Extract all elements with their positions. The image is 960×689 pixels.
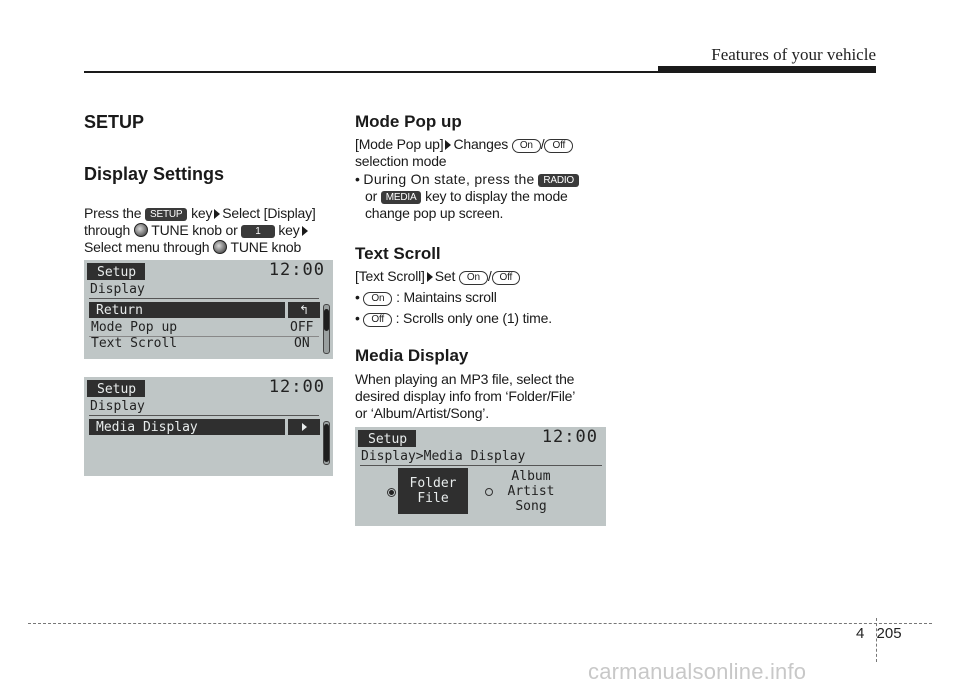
header-rule-accent xyxy=(658,66,876,73)
arrow-right-icon xyxy=(302,226,308,236)
option-line: Album xyxy=(511,469,551,484)
text-scroll-off-bullet: • Off : Scrolls only one (1) time. xyxy=(355,310,552,326)
desc-text: Set xyxy=(434,268,456,284)
menu-item-label: Return xyxy=(96,303,143,318)
menu-item-label: Media Display xyxy=(96,420,198,435)
screen-title: Setup xyxy=(97,265,137,280)
mode-pop-up-heading: Mode Pop up xyxy=(355,112,462,131)
arrow-right-icon xyxy=(445,140,451,150)
page-index: 205 xyxy=(876,625,902,642)
arrow-right-icon xyxy=(427,272,433,282)
desc-text: selection mode xyxy=(355,153,447,169)
bullet-text: : Scrolls only one (1) time. xyxy=(395,310,552,326)
menu-item-value: ON xyxy=(294,336,310,351)
instr-text: TUNE knob xyxy=(230,239,302,255)
option-line: Folder xyxy=(409,476,457,491)
option-line: File xyxy=(417,491,449,506)
screen-clock: 12:00 xyxy=(268,260,325,280)
radio-key-badge: RADIO xyxy=(538,174,579,187)
screen-breadcrumb: Display xyxy=(90,282,145,297)
instr-text: Select [Display] xyxy=(222,205,316,221)
instr-text: Select menu through xyxy=(84,239,210,255)
scrollbar-thumb[interactable] xyxy=(324,309,329,331)
menu-item-value: OFF xyxy=(290,320,314,335)
option-folder-file[interactable] xyxy=(398,468,468,514)
off-pill: Off xyxy=(492,271,521,285)
bullet-text: key to display the mode xyxy=(425,188,568,204)
tune-knob-icon xyxy=(134,223,148,237)
screen-title-bar xyxy=(358,430,416,447)
desc-line: desired display info from ‘Folder/File’ xyxy=(355,388,576,404)
menu-item-mode-pop-up[interactable]: Mode Pop up xyxy=(91,320,178,335)
desc-text: Changes xyxy=(453,136,509,152)
display-menu-screen xyxy=(84,260,333,359)
header-title: Features of your vehicle xyxy=(711,45,876,64)
instr-text: TUNE knob or xyxy=(151,222,238,238)
watermark: carmanualsonline.info xyxy=(588,659,807,684)
on-pill: On xyxy=(459,271,488,285)
mode-pop-up-bullet: • During On state, press the RADIO or MEDIA key to display the mode change pop up screen. xyxy=(355,171,607,222)
text-scroll-heading: Text Scroll xyxy=(355,244,441,263)
screen-clock: 12:00 xyxy=(268,377,325,397)
option-line: Artist xyxy=(507,484,555,499)
divider xyxy=(360,465,602,466)
chapter-number: 4 xyxy=(856,625,865,642)
return-icon[interactable]: ↰ xyxy=(288,302,320,318)
divider xyxy=(89,415,319,416)
bullet-text: or xyxy=(365,188,378,204)
screen-title-bar xyxy=(87,263,145,280)
radio-unselected-icon[interactable] xyxy=(485,488,493,496)
media-display-screen xyxy=(355,427,606,526)
footer-rule xyxy=(28,623,932,624)
screen-title: Setup xyxy=(97,382,137,397)
tune-knob-icon xyxy=(213,240,227,254)
screen-title: Setup xyxy=(368,432,408,447)
option-album-artist-song[interactable] xyxy=(495,469,567,514)
instr-text: key xyxy=(278,222,300,238)
desc-text: [Text Scroll] xyxy=(355,268,425,284)
on-pill: On xyxy=(363,292,392,306)
divider xyxy=(89,298,319,299)
menu-item-text-scroll[interactable]: Text Scroll xyxy=(91,336,178,351)
instr-text: through xyxy=(84,222,131,238)
arrow-right-icon xyxy=(214,209,220,219)
media-display-heading: Media Display xyxy=(355,346,469,365)
text-scroll-on-bullet: • On : Maintains scroll xyxy=(355,289,497,305)
bullet-text: : Maintains scroll xyxy=(396,289,497,305)
mode-pop-up-description xyxy=(355,136,607,170)
setup-heading: SETUP xyxy=(84,112,145,132)
chevron-right-icon[interactable] xyxy=(288,419,320,435)
screen-clock: 12:00 xyxy=(541,427,598,447)
menu-item-return[interactable] xyxy=(89,302,285,318)
display-media-screen xyxy=(84,377,333,476)
scrollbar[interactable] xyxy=(323,421,330,465)
key-1-badge: 1 xyxy=(241,225,274,238)
desc-line: or ‘Album/Artist/Song’. xyxy=(355,405,489,421)
menu-item-media-display[interactable] xyxy=(89,419,285,435)
instr-text: key xyxy=(191,205,213,221)
text-scroll-description xyxy=(355,268,607,285)
scrollbar-thumb[interactable] xyxy=(324,424,329,462)
instr-text: Press the xyxy=(84,205,142,221)
media-key-badge: MEDIA xyxy=(381,191,422,204)
setup-key-badge: SETUP xyxy=(145,208,187,221)
display-settings-heading: Display Settings xyxy=(84,164,225,184)
screen-breadcrumb: Display xyxy=(90,399,145,414)
scrollbar[interactable] xyxy=(323,304,330,354)
off-pill: Off xyxy=(363,313,392,327)
desc-text: [Mode Pop up] xyxy=(355,136,444,152)
screen-breadcrumb: Display>Media Display xyxy=(361,449,526,464)
slash-text: / xyxy=(487,268,492,284)
radio-selected-icon[interactable] xyxy=(387,488,396,497)
page-number xyxy=(856,625,902,642)
option-line: Song xyxy=(515,499,547,514)
bullet-text: change pop up screen. xyxy=(365,205,504,221)
bullet-text: During On state, press the xyxy=(363,171,535,187)
on-pill: On xyxy=(512,139,541,153)
slash-text: / xyxy=(540,136,545,152)
setup-instructions xyxy=(84,205,334,256)
desc-line: When playing an MP3 file, select the xyxy=(355,371,575,387)
off-pill: Off xyxy=(544,139,573,153)
media-display-description xyxy=(355,371,610,422)
screen-title-bar xyxy=(87,380,145,397)
